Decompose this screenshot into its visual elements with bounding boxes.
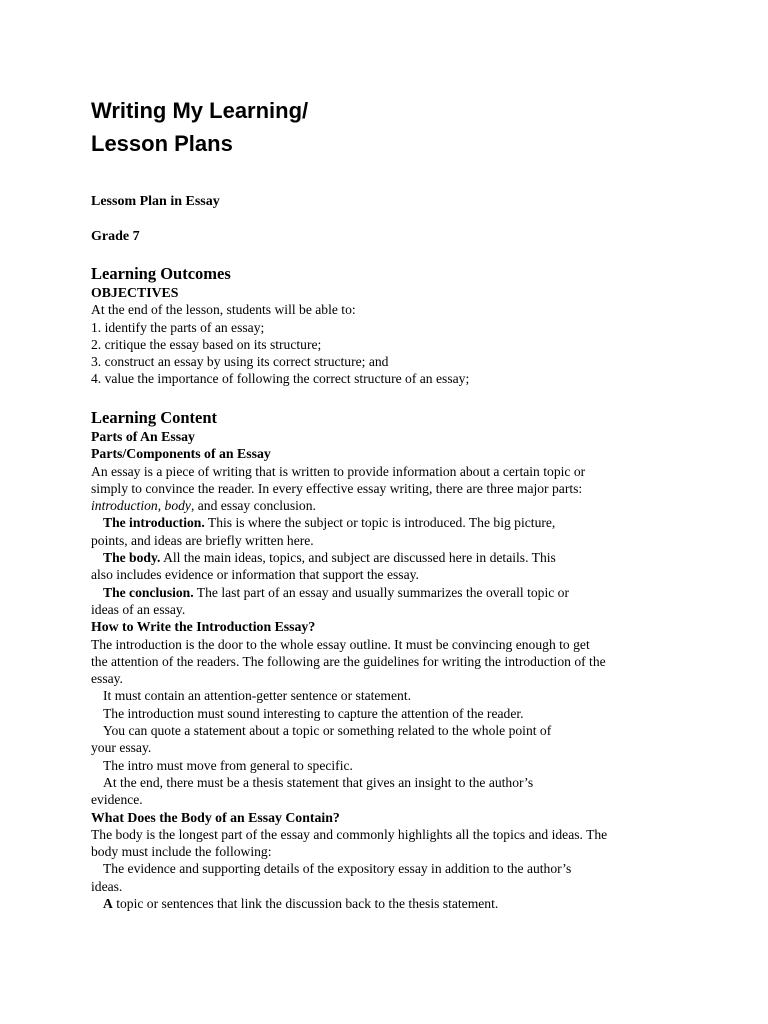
conclusion-text: The last part of an essay and usually summarizes the overall topic or [193,584,570,600]
essay-definition-line: simply to convince the reader. In every effective essay writing, there are three major parts: [91,480,583,496]
essay-parts-line [91,497,691,514]
body-item [91,860,691,877]
body-part-line [91,549,691,566]
learning-outcomes-heading: Learning Outcomes [91,264,231,283]
objective-item: 2. critique the essay based on its structure; [91,336,322,352]
guideline-item [91,687,691,704]
components-heading: Parts/Components of an Essay [91,446,271,462]
body-item-lead: A [103,896,113,912]
objective-item: 1. identify the parts of an essay; [91,319,265,335]
objectives-intro: At the end of the lesson, students will be able to: [91,302,356,318]
guideline-item [91,757,691,774]
parts-rest: , and essay conclusion. [190,498,316,514]
body-item-text: topic or sentences that link the discussion back to the thesis statement. [112,896,499,912]
learning-content-heading: Learning Content [91,408,218,427]
introduction-part-line [91,514,691,531]
parts-of-essay-heading: Parts of An Essay [91,429,195,444]
how-paragraph-line: essay. [91,671,123,687]
objectives-label: OBJECTIVES [91,285,179,300]
guideline-text: The introduction must sound interesting to capture the attention of the reader. [103,705,524,721]
guideline-text: At the end, there must be a thesis statement that gives an insight to the author’s [103,774,534,790]
objective-item: 3. construct an essay by using its correct structure; and [91,354,389,370]
objective-item: 4. value the importance of following the correct structure of an essay; [91,371,470,387]
body-contents-heading: What Does the Body of an Essay Contain? [91,809,340,825]
body-text: All the main ideas, topics, and subject are discussed here in details. This [160,550,556,566]
objectives-block [91,284,691,388]
body-item-continuation: ideas. [91,878,123,894]
guideline-continuation: evidence. [91,792,143,808]
how-paragraph-line: The introduction is the door to the whole essay outline. It must be convincing enough to get [91,636,590,652]
how-paragraph-line: the attention of the readers. The following are the guidelines for writing the introduction of the [91,653,606,669]
conclusion-part-line-2: ideas of an essay. [91,601,186,617]
learning-content-block [91,428,691,912]
introduction-label: The introduction. [103,515,205,531]
body-paragraph-line: body must include the following: [91,844,272,860]
title-line-2: Lesson Plans [91,131,233,156]
guideline-text: You can quote a statement about a topic or something related to the whole point of [103,723,552,739]
document-title [91,94,308,160]
conclusion-part-line [91,584,691,601]
parts-separator: , [157,498,165,514]
guideline-item [91,722,691,739]
guideline-text: It must contain an attention-getter sentence or statement. [103,688,412,704]
body-part-line-2: also includes evidence or information that support the essay. [91,567,419,583]
body-paragraph-line: The body is the longest part of the essay and commonly highlights all the topics and ideas. The [91,826,608,842]
guideline-item [91,705,691,722]
guideline-item [91,774,691,791]
body-item-text: The evidence and supporting details of the expository essay in addition to the author’s [103,861,572,877]
title-line-1: Writing My Learning/ [91,98,309,123]
body-label: The body. [103,550,161,566]
how-to-write-intro-heading: How to Write the Introduction Essay? [91,619,316,635]
conclusion-label: The conclusion. [103,584,194,600]
introduction-text: This is where the subject or topic is introduced. The big picture, [204,515,556,531]
guideline-text: The intro must move from general to specific. [103,757,353,773]
introduction-part-line-2: points, and ideas are briefly written here. [91,532,314,548]
lesson-plan-title: Lessom Plan in Essay [91,194,220,209]
essay-definition-line: An essay is a piece of writing that is written to provide information about a certain topic or [91,463,586,479]
parts-body-italic: body [164,498,191,514]
body-item [91,895,691,912]
parts-introduction-italic: introduction [91,498,158,514]
grade-label: Grade 7 [91,229,140,244]
guideline-continuation: your essay. [91,740,152,756]
